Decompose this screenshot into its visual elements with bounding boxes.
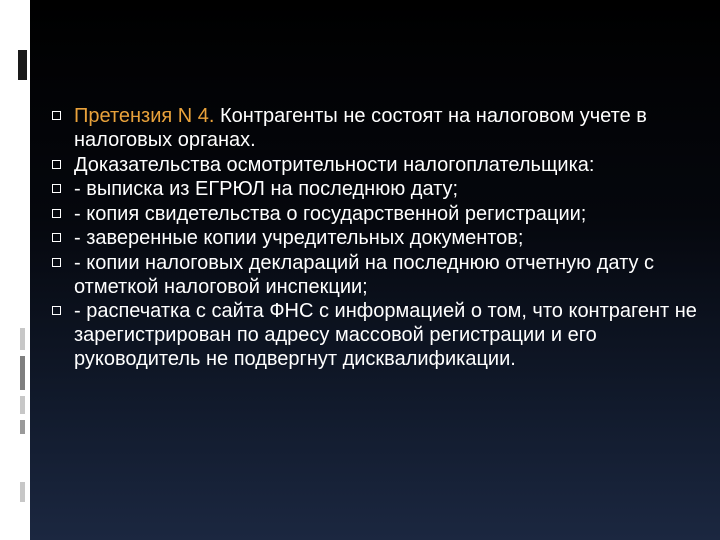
claim-highlight: Претензия N 4.: [74, 105, 215, 127]
bullet-item: [52, 177, 702, 201]
bullet-text: - выписка из ЕГРЮЛ на последнюю дату;: [74, 178, 459, 200]
bullet-text: - копия свидетельства о государственной регистрации;: [74, 202, 587, 225]
title-accent-bar: [18, 50, 27, 80]
square-bullet-icon: [52, 160, 61, 169]
decorative-block: [20, 482, 25, 502]
decorative-block: [20, 420, 25, 434]
bullet-text: - копии налоговых деклараций на последнюю отчетную дату с отметкой налоговой инспекции;: [74, 251, 655, 298]
bullet-text: Доказательства осмотрительности налогоплательщика:: [74, 153, 595, 176]
bullet-item: [52, 202, 702, 226]
decorative-block: [20, 328, 25, 350]
left-decorative-strip: [0, 0, 30, 540]
square-bullet-icon: [52, 306, 61, 315]
bullet-text: - распечатка с сайта ФНС с информацией о том, что контрагент не зарегистрирован по адресу массовой регистрации и его руководитель не подвергнут дисквалификации.: [74, 300, 697, 370]
decorative-block: [20, 396, 25, 414]
square-bullet-icon: [52, 258, 61, 267]
square-bullet-icon: [52, 209, 61, 218]
bullet-item-claim: [52, 104, 702, 152]
slide-content: [52, 104, 702, 372]
bullet-list: [52, 104, 702, 371]
bullet-text: Контрагенты не состоят на налоговом учете в налоговых органах.: [74, 105, 647, 151]
bullet-item: [52, 299, 702, 371]
bullet-item: [52, 153, 702, 177]
decorative-block: [20, 356, 25, 390]
bullet-item: [52, 226, 702, 250]
square-bullet-icon: [52, 184, 61, 193]
bullet-item: [52, 251, 702, 299]
square-bullet-icon: [52, 111, 61, 120]
square-bullet-icon: [52, 233, 61, 242]
bullet-text: - заверенные копии учредительных документов;: [74, 227, 524, 249]
